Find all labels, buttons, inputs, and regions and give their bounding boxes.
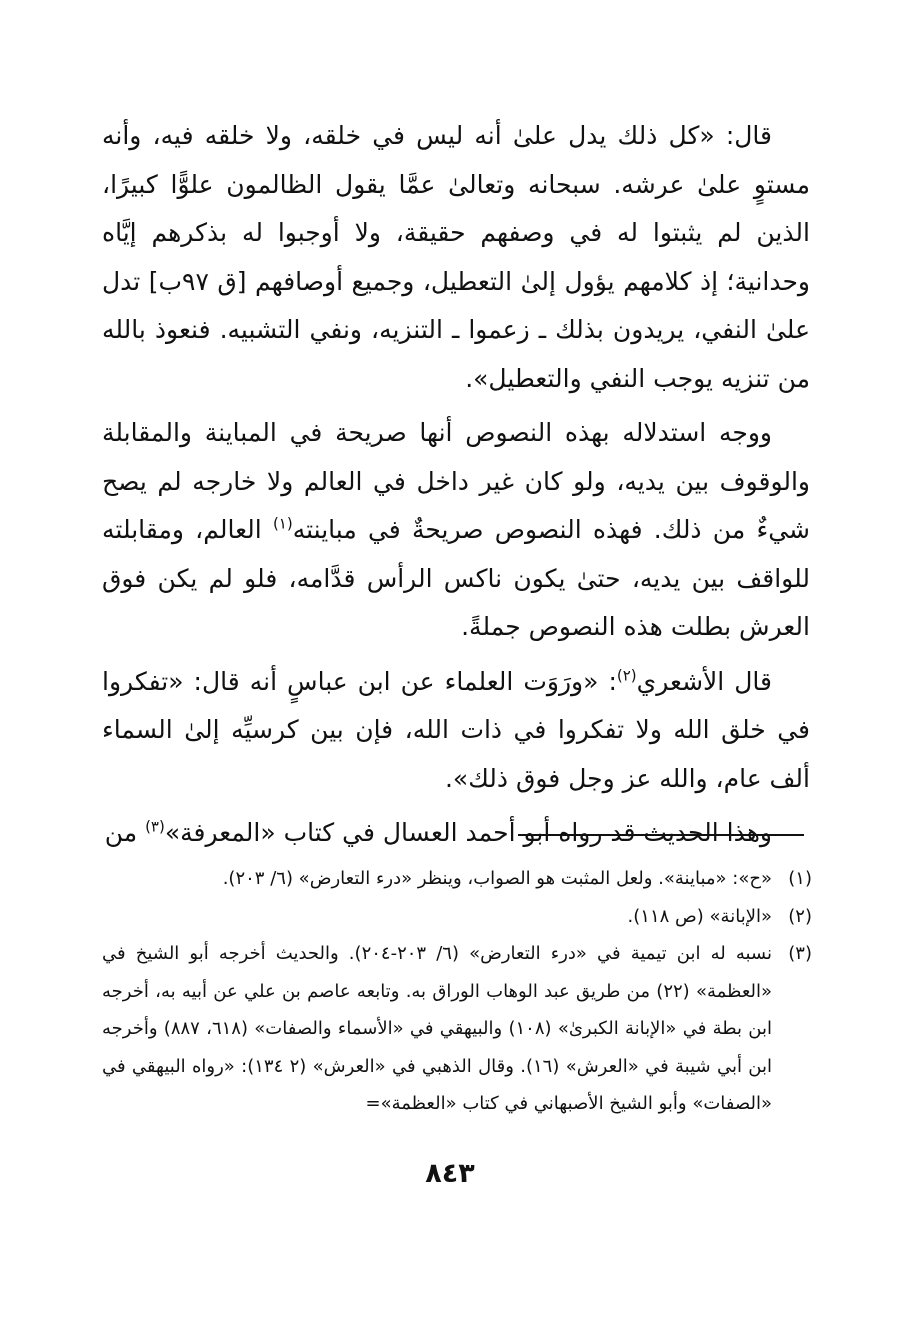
footnote-separator [518, 834, 804, 836]
paragraph-text: قال: «كل ذلك يدل علىٰ أنه ليس في خلقه، ولا خلقه فيه، وأنه مستوٍ علىٰ عرشه. سبحانه وتعالىٰ عمَّا يقول الظالمون علوًّا كبيرًا، الذين لم يثبتوا له في وصفهم حقيقة، ولا أوجبوا له بذكرهم إيَّاه وحدانية؛ إذ كلامهم يؤول إلىٰ التعطيل، وجميع أوصافهم [ق ٩٧ب] تدل علىٰ النفي، يريدون بذلك ـ زعموا ـ التنزيه، ونفي التشبيه. فنعوذ بالله من تنزيه يوجب النفي والتعطيل». [102, 121, 811, 393]
footnote-ref-1[interactable]: (١) [272, 514, 293, 533]
footnote-1 [102, 860, 812, 898]
paragraph-3 [102, 658, 810, 804]
footnote-text: «ح»: «مباينة». ولعل المثبت هو الصواب، وينظر «درء التعارض» (٦/ ٢٠٣). [222, 868, 772, 889]
main-text [102, 112, 810, 864]
continuation-mark: = [365, 1093, 381, 1114]
footnote-3 [102, 935, 812, 1123]
footnote-2 [102, 898, 812, 936]
footnote-ref-3[interactable]: (٣) [145, 817, 165, 836]
footnote-text [102, 935, 772, 1123]
footnote-ref-2[interactable]: (٢) [616, 666, 637, 685]
footnote-text-body: نسبه له ابن تيمية في «درء التعارض» (٦/ ٢٠٣-٢٠٤). والحديث أخرجه أبو الشيخ في «العظمة» (٢٢) من طريق عبد الوهاب الوراق به. وتابعه عاصم بن علي عن أبيه به، أخرجه ابن بطة في «الإبانة الكبرىٰ» (١٠٨) والبيهقي في «الأسماء والصفات» (٦١٨، ٨٨٧) وأخرجه ابن أبي شيبة في «العرش» (١٦). وقال الذهبي في «العرش» (٢ ١٣٤): «رواه البيهقي في «الصفات» وأبو الشيخ الأصبهاني في كتاب «العظمة» [102, 943, 773, 1114]
footnote-number: (٣) [788, 943, 812, 964]
paragraph-text: وهذا الحديث قد رواه أبو أحمد العسال في كتاب «المعرفة» [164, 818, 772, 847]
paragraph-1 [102, 112, 810, 403]
paragraph-text: من [104, 818, 146, 847]
paragraph-2 [102, 409, 810, 652]
paragraph-text: : «ورَوَت العلماء عن ابن عباسٍ أنه قال: «تفكروا في خلق الله ولا تفكروا في ذات الله، فإن بين كرسيِّه إلىٰ السماء ألف عام، والله عز وجل فوق ذلك». [102, 666, 810, 793]
page-number: ٨٤٣ [425, 1158, 475, 1189]
paragraph-text: قال الأشعري [636, 666, 772, 696]
paragraph-text: العالم، ومقابلته للواقف بين يديه، حتىٰ يكون ناكس الرأس قدَّامه، فلو لم يكن فوق العرش بطلت هذه النصوص جملةً. [102, 515, 810, 641]
footnote-text: «الإبانة» (ص ١١٨). [627, 905, 772, 927]
footnote-number: (١) [788, 868, 812, 889]
paragraph-text: ووجه استدلاله بهذه النصوص أنها صريحة في المباينة والمقابلة والوقوف بين يديه، ولو كان غير داخل في العالم ولا خارجه لم يصح شيءٌ من ذلك. فهذه النصوص صريحةٌ في مباينته [102, 418, 810, 544]
footnotes [102, 860, 812, 1123]
footnote-number: (٢) [788, 905, 812, 927]
